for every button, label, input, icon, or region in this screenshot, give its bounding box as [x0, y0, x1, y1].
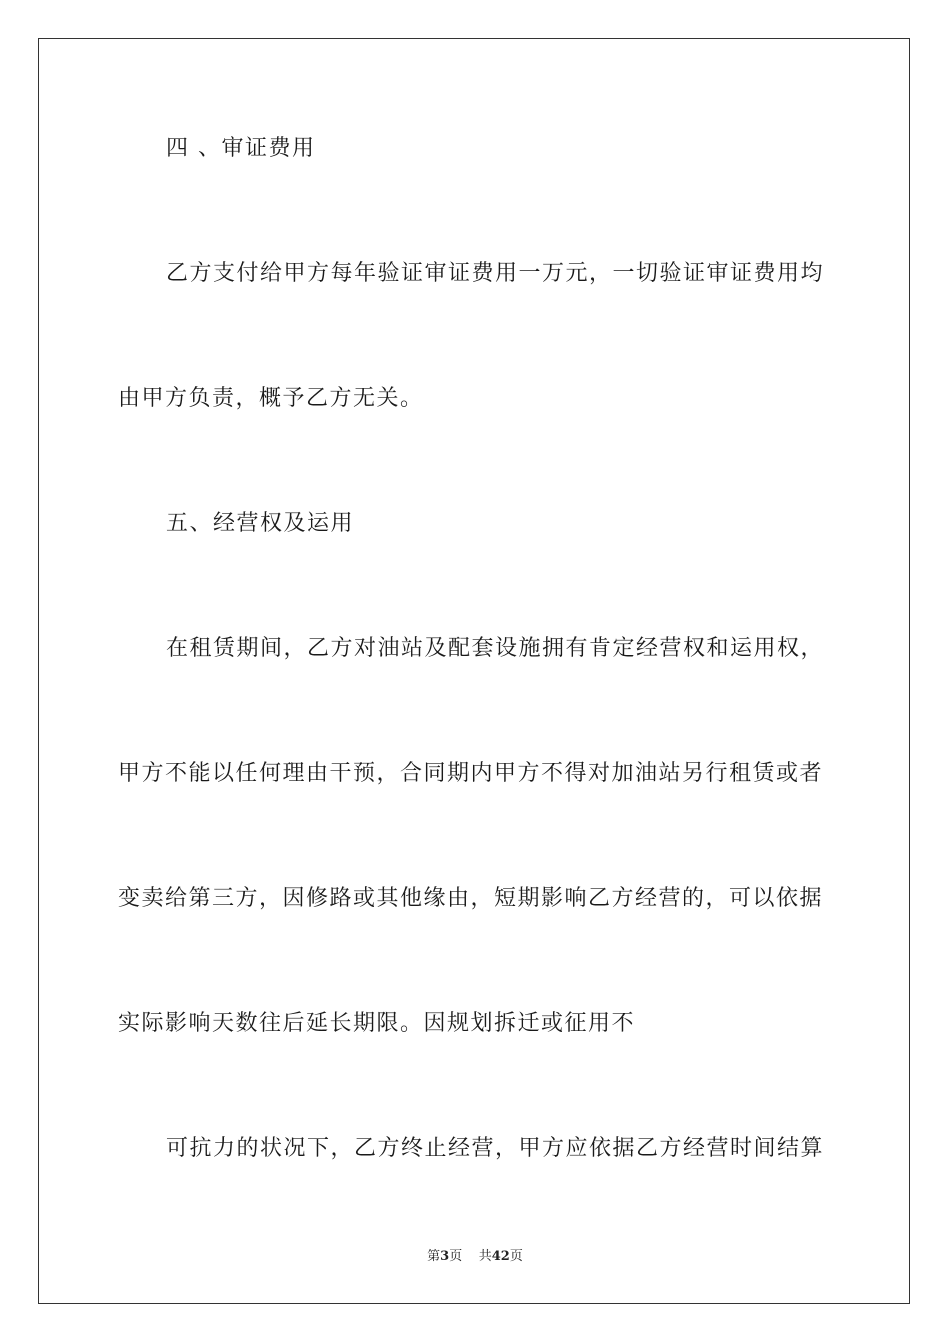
paragraph-line: 可抗力的状况下，乙方终止经营，甲方应依据乙方经营时间结算 [166, 1136, 825, 1161]
paragraph-line: 甲方不能以任何理由干预，合同期内甲方不得对加油站另行租赁或者 [118, 761, 824, 786]
footer-total-suffix: 页 [509, 1249, 523, 1264]
paragraph-line: 在租赁期间，乙方对油站及配套设施拥有肯定经营权和运用权， [166, 636, 825, 661]
footer-page-number: 3 [440, 1249, 450, 1264]
footer-total-prefix: 共 [478, 1249, 492, 1264]
footer-page-suffix: 页 [449, 1249, 463, 1264]
page-border [38, 38, 910, 1304]
footer-page-prefix: 第 [427, 1249, 441, 1264]
paragraph-line: 由甲方负责，概予乙方无关。 [118, 386, 424, 411]
paragraph-line: 乙方支付给甲方每年验证审证费用一万元，一切验证审证费用均 [166, 261, 825, 286]
paragraph-line: 变卖给第三方，因修路或其他缘由，短期影响乙方经营的，可以依据 [118, 886, 824, 911]
page-footer [0, 1248, 950, 1266]
section-heading-operating-rights: 五、经营权及运用 [166, 511, 355, 536]
paragraph-line: 实际影响天数往后延长期限。因规划拆迁或征用不 [118, 1011, 636, 1036]
section-heading-audit-fees: 四 、审证费用 [166, 136, 316, 161]
footer-total-pages: 42 [491, 1249, 510, 1264]
